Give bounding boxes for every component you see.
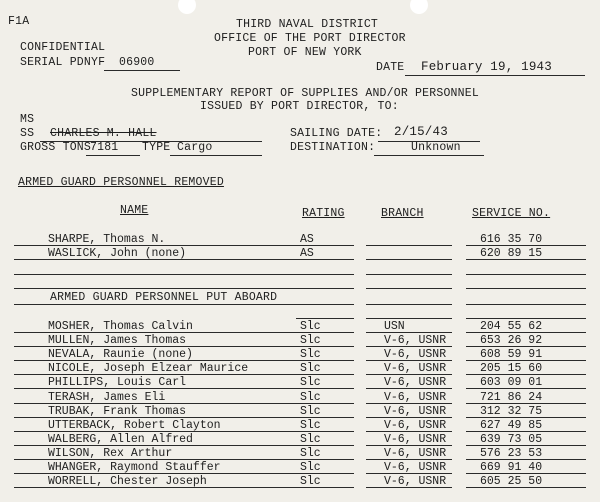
cell-name: MULLEN, James Thomas <box>48 334 187 348</box>
row-underline <box>14 473 296 474</box>
cell-name: WALBERG, Allen Alfred <box>48 432 193 446</box>
cell-branch: V-6, USNR <box>384 475 447 489</box>
row-underline <box>466 245 586 246</box>
blank-line <box>366 318 452 319</box>
cell-rating: AS <box>300 233 314 246</box>
report-title-line-1: SUPPLEMENTARY REPORT OF SUPPLIES AND/OR PERSONNEL <box>131 87 479 100</box>
blank-line <box>366 304 452 305</box>
cell-name: PHILLIPS, Louis Carl <box>48 376 187 390</box>
row-underline <box>366 473 452 474</box>
aboard-heading-underline <box>14 304 304 305</box>
row-underline <box>296 374 354 375</box>
row-underline <box>366 332 452 333</box>
cell-rating: AS <box>300 246 314 260</box>
blank-line <box>296 318 354 319</box>
punch-hole-right <box>410 0 428 14</box>
row-underline <box>466 259 586 260</box>
row-underline <box>296 417 354 418</box>
row-underline <box>296 259 354 260</box>
gross-tons-label: GROSS TONS <box>20 141 92 154</box>
row-underline <box>14 487 296 488</box>
serial-underline <box>104 70 180 71</box>
row-underline <box>466 346 586 347</box>
row-underline <box>296 346 354 347</box>
type-value: Cargo <box>177 141 213 154</box>
blank-line <box>296 288 354 289</box>
cell-name: WHANGER, Raymond Stauffer <box>48 461 221 474</box>
cell-service: 576 23 53 <box>480 446 543 460</box>
cell-service: 204 55 62 <box>480 320 543 333</box>
row-underline <box>366 245 452 246</box>
row-underline <box>14 374 296 375</box>
row-underline <box>366 346 452 347</box>
cell-service: 639 73 05 <box>480 432 543 446</box>
cell-branch: USN <box>384 320 405 333</box>
row-underline <box>296 431 354 432</box>
cell-name: NICOLE, Joseph Elzear Maurice <box>48 362 249 376</box>
row-underline <box>366 445 452 446</box>
cell-name: SHARPE, Thomas N. <box>48 233 166 246</box>
ms-label: MS <box>20 113 35 126</box>
cell-branch: V-6, USNR <box>384 390 447 404</box>
row-underline <box>14 245 296 246</box>
row-underline <box>366 459 452 460</box>
row-underline <box>14 259 296 260</box>
sailing-date-label: SAILING DATE: <box>290 127 383 140</box>
row-underline <box>296 332 354 333</box>
cell-service: 616 35 70 <box>480 233 543 246</box>
cell-service: 721 86 24 <box>480 390 543 404</box>
destination-underline <box>374 155 484 156</box>
row-underline <box>14 431 296 432</box>
cell-branch: V-6, USNR <box>384 446 447 460</box>
column-service: SERVICE NO. <box>472 207 551 220</box>
sailing-date-value: 2/15/43 <box>394 125 448 139</box>
row-underline <box>366 259 452 260</box>
confidential-label: CONFIDENTIAL <box>20 41 106 54</box>
row-underline <box>14 332 296 333</box>
row-underline <box>296 360 354 361</box>
cell-branch: V-6, USNR <box>384 432 447 446</box>
blank-line <box>466 288 586 289</box>
cell-service: 608 59 91 <box>480 348 543 362</box>
cell-service: 620 89 15 <box>480 246 543 260</box>
cell-rating: Slc <box>300 334 321 348</box>
report-title-line-2: ISSUED BY PORT DIRECTOR, TO: <box>200 100 399 113</box>
cell-name: UTTERBACK, Robert Clayton <box>48 418 221 432</box>
gross-tons-underline <box>86 155 140 156</box>
cell-branch: V-6, USNR <box>384 348 447 362</box>
cell-branch: V-6, USNR <box>384 404 447 418</box>
cell-rating: Slc <box>300 461 321 474</box>
cell-service: 312 32 75 <box>480 404 543 418</box>
cell-service: 627 49 85 <box>480 418 543 432</box>
cell-name: WILSON, Rex Arthur <box>48 446 173 460</box>
date-underline <box>405 75 585 76</box>
cell-name: MOSHER, Thomas Calvin <box>48 320 193 333</box>
cell-branch: V-6, USNR <box>384 334 447 348</box>
aboard-heading: ARMED GUARD PERSONNEL PUT ABOARD <box>50 291 278 304</box>
cell-rating: Slc <box>300 446 321 460</box>
row-underline <box>366 360 452 361</box>
row-underline <box>466 445 586 446</box>
serial-value: 06900 <box>119 56 155 69</box>
row-underline <box>466 403 586 404</box>
row-underline <box>14 388 296 389</box>
row-underline <box>366 374 452 375</box>
cell-name: TRUBAK, Frank Thomas <box>48 404 187 418</box>
cell-rating: Slc <box>300 404 321 418</box>
row-underline <box>366 487 452 488</box>
row-underline <box>14 346 296 347</box>
file-code: F1A <box>8 15 30 28</box>
row-underline <box>296 487 354 488</box>
column-branch: BRANCH <box>381 207 424 220</box>
row-underline <box>366 403 452 404</box>
date-label: DATE <box>376 61 405 74</box>
cell-name: NEVALA, Raunie (none) <box>48 348 193 362</box>
destination-value: Unknown <box>411 141 461 154</box>
row-underline <box>466 473 586 474</box>
cell-branch: V-6, USNR <box>384 362 447 376</box>
date-value: February 19, 1943 <box>421 60 552 74</box>
blank-line <box>14 274 296 275</box>
row-underline <box>466 417 586 418</box>
cell-rating: Slc <box>300 475 321 489</box>
row-underline <box>14 403 296 404</box>
row-underline <box>296 473 354 474</box>
cell-service: 605 25 50 <box>480 475 543 489</box>
row-underline <box>14 459 296 460</box>
blank-line <box>14 288 296 289</box>
column-rating: RATING <box>302 207 345 220</box>
row-underline <box>366 388 452 389</box>
row-underline <box>296 403 354 404</box>
blank-line <box>296 274 354 275</box>
row-underline <box>466 459 586 460</box>
row-underline <box>466 374 586 375</box>
row-underline <box>296 388 354 389</box>
cell-rating: Slc <box>300 432 321 446</box>
header-line-3: PORT OF NEW YORK <box>248 46 362 59</box>
cell-service: 603 09 01 <box>480 376 543 390</box>
row-underline <box>466 487 586 488</box>
row-underline <box>296 245 354 246</box>
row-underline <box>366 431 452 432</box>
removed-heading: ARMED GUARD PERSONNEL REMOVED <box>18 176 224 189</box>
cell-service: 669 91 40 <box>480 461 543 474</box>
cell-rating: Slc <box>300 320 321 333</box>
cell-rating: Slc <box>300 418 321 432</box>
type-label: TYPE <box>142 141 171 154</box>
cell-rating: Slc <box>300 376 321 390</box>
cell-rating: Slc <box>300 348 321 362</box>
destination-label: DESTINATION: <box>290 141 376 154</box>
header-line-2: OFFICE OF THE PORT DIRECTOR <box>214 32 406 45</box>
cell-service: 205 15 60 <box>480 362 543 376</box>
punch-hole-left <box>178 0 196 14</box>
row-underline <box>14 360 296 361</box>
ship-name: CHARLES M. HALL <box>50 127 157 140</box>
ss-label: SS <box>20 127 35 140</box>
cell-rating: Slc <box>300 390 321 404</box>
cell-name: WASLICK, John (none) <box>48 246 187 260</box>
cell-branch: V-6, USNR <box>384 461 447 474</box>
row-underline <box>466 431 586 432</box>
row-underline <box>296 445 354 446</box>
cell-name: WORRELL, Chester Joseph <box>48 475 207 489</box>
row-underline <box>466 332 586 333</box>
serial-label: SERIAL PDNYF <box>20 56 106 69</box>
cell-branch: V-6, USNR <box>384 418 447 432</box>
cell-branch: V-6, USNR <box>384 376 447 390</box>
blank-line <box>466 274 586 275</box>
type-underline <box>170 155 262 156</box>
cell-rating: Slc <box>300 362 321 376</box>
blank-line <box>366 274 452 275</box>
blank-line <box>296 304 354 305</box>
gross-tons-value: 7181 <box>90 141 119 154</box>
row-underline <box>466 388 586 389</box>
cell-name: TERASH, James Eli <box>48 390 166 404</box>
row-underline <box>14 417 296 418</box>
row-underline <box>466 360 586 361</box>
row-underline <box>296 459 354 460</box>
header-line-1: THIRD NAVAL DISTRICT <box>236 18 379 31</box>
blank-line <box>466 318 586 319</box>
row-underline <box>366 417 452 418</box>
column-name: NAME <box>120 204 149 217</box>
cell-service: 653 26 92 <box>480 334 543 348</box>
blank-line <box>366 288 452 289</box>
blank-line <box>466 304 586 305</box>
row-underline <box>14 445 296 446</box>
